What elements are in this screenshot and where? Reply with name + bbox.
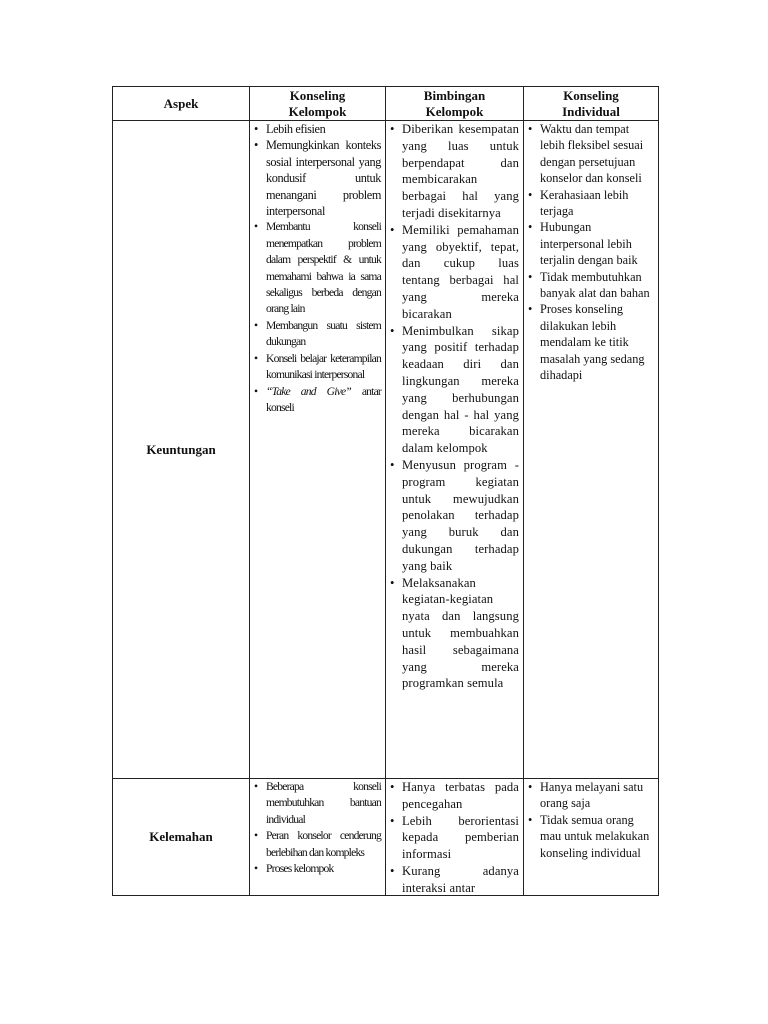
header-group-counseling: Konseling Kelompok (250, 87, 386, 121)
keuntungan-group-guidance (386, 121, 524, 779)
list-item: • Tidak semua orang mau untuk melakukan konseling individual (524, 812, 658, 861)
list-item: • Membantu konseli menempatkan problem dalam perspektif & untuk memahami bahwa ia sama sekaligus berbeda dengan orang lain (250, 219, 385, 317)
row-kelemahan (113, 779, 659, 896)
header-individual-counseling: Konseling Individual (524, 87, 659, 121)
header-row (113, 87, 659, 121)
list-item: • Kurang adanya interaksi antar (386, 863, 523, 895)
keuntungan-individual-counseling (524, 121, 659, 779)
row-keuntungan (113, 121, 659, 779)
list-item: • Hanya melayani satu orang saja (524, 779, 658, 812)
list-item: • Memiliki pemahaman yang obyektif, tepat, dan cukup luas tentang berbagai hal yang mereka bicarakan (386, 222, 523, 323)
list-item: • Melaksanakan kegiatan-kegiatan nyata dan langsung untuk membuahkan hasil sebagaimana yang mereka programkan semula (386, 575, 523, 693)
list-item: • Diberikan kesempatan yang luas untuk berpendapat dan membicarakan berbagai hal yang terjadi disekitarnya (386, 121, 523, 222)
list-item: • Membangun suatu sistem dukungan (250, 318, 385, 351)
kelemahan-group-guidance (386, 779, 524, 896)
list-item: • Beberapa konseli membutuhkan bantuan individual (250, 779, 385, 828)
keuntungan-group-counseling (250, 121, 386, 779)
header-group-guidance: Bimbingan Kelompok (386, 87, 524, 121)
take-and-give-text: “Take and Give” (266, 384, 351, 398)
list-item: • Lebih berorientasi kepada pemberian informasi (386, 813, 523, 863)
list-item: • Lebih efisien (250, 121, 385, 137)
aspect-kelemahan: Kelemahan (113, 779, 250, 896)
list-item: • Menimbulkan sikap yang positif terhadap keadaan diri dan lingkungan mereka yang berhubungan dengan hal - hal yang mereka bicarakan dalam kelompok (386, 323, 523, 457)
list-item: • Hubungan interpersonal lebih terjalin dengan baik (524, 219, 658, 268)
list-item: • Kerahasiaan lebih terjaga (524, 187, 658, 220)
comparison-table (112, 86, 659, 896)
list-item: • Hanya terbatas pada pencegahan (386, 779, 523, 813)
list-item: • Proses kelompok (250, 861, 385, 877)
list-item: • Memungkinkan konteks sosial interpersonal yang kondusif untuk menangani problem interpersonal (250, 137, 385, 219)
list-item: • Proses konseling dilakukan lebih mendalam ke titik masalah yang sedang dihadapi (524, 301, 658, 383)
list-item: • Menyusun program - program kegiatan untuk mewujudkan penolakan terhadap yang buruk dan dukungan terhadap yang baik (386, 457, 523, 575)
list-item: • Peran konselor cenderung berlebihan dan kompleks (250, 828, 385, 861)
list-item: • “Take and Give” antar konseli (250, 384, 385, 417)
list-item: • Waktu dan tempat lebih fleksibel sesuai dengan persetujuan konselor dan konseli (524, 121, 658, 187)
list-item: • Konseli belajar keterampilan komunikasi interpersonal (250, 351, 385, 384)
aspect-keuntungan: Keuntungan (113, 121, 250, 779)
header-aspect: Aspek (113, 87, 250, 121)
list-item: • Tidak membutuhkan banyak alat dan bahan (524, 269, 658, 302)
kelemahan-individual-counseling (524, 779, 659, 896)
kelemahan-group-counseling (250, 779, 386, 896)
